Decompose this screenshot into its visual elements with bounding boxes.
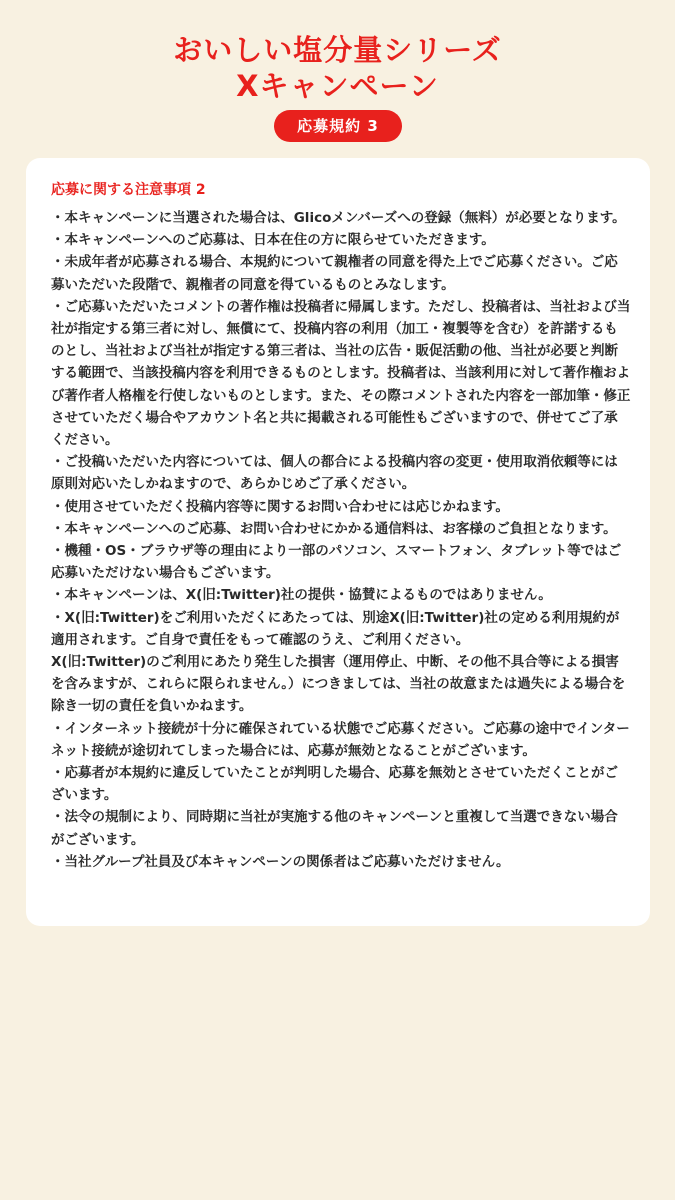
terms-paragraph: ・インターネット接続が十分に確保されている状態でご応募ください。ご応募の途中でインターネット接続が途切れてしまった場合には、応募が無効となることがございます。 [51,720,630,759]
terms-paragraph: ・使用させていただく投稿内容等に関するお問い合わせには応じかねます。 [51,498,509,515]
terms-paragraph: ・本キャンペーンは、X(旧:Twitter)社の提供・協賛によるものではありません。 [51,587,552,604]
terms-paragraph: ・未成年者が応募される場合、本規約について親権者の同意を得た上でご応募ください。ご応募いただいた段階で、親権者の同意を得ているものとみなします。 [51,254,618,293]
page-title-line1: おいしい塩分量シリーズ [173,33,502,67]
terms-paragraph: ・当社グループ社員及び本キャンペーンの関係者はご応募いただけません。 [51,853,510,870]
terms-paragraph: ・本キャンペーンへのご応募、お問い合わせにかかる通信料は、お客様のご負担となります。 [51,520,617,537]
terms-paragraph: ・応募者が本規約に違反していたことが判明した場合、応募を無効とさせていただくことがございます。 [51,765,618,804]
terms-paragraph: ・X(旧:Twitter)をご利用いただくにあたっては、別途X(旧:Twitter)社の定める利用規約が適用されます。ご自身で責任をもって確認のうえ、ご利用ください。 [51,609,620,648]
section-heading: 応募に関する注意事項 2 [51,182,206,198]
terms-paragraph: ・本キャンペーンに当選された場合は、Glicoメンバーズへの登録（無料）が必要となります。 [51,210,626,226]
terms-paragraph: ・本キャンペーンへのご応募は、日本在住の方に限らせていただきます。 [51,232,495,249]
page-title-line2: Xキャンペーン [236,69,439,103]
terms-body [51,207,631,873]
terms-paragraph: ・ご投稿いただいた内容については、個人の都合による投稿内容の変更・使用取消依頼等には原則対応いたしかねますので、あらかじめご了承ください。 [51,454,618,493]
terms-paragraph: ・機種・OS・ブラウザ等の理由により一部のパソコン、スマートフォン、タブレット等ではご応募いただけない場合もございます。 [51,543,622,582]
section-badge: 応募規約 3 [274,110,402,142]
terms-paragraph: ・ご応募いただいたコメントの著作権は投稿者に帰属します。ただし、投稿者は、当社および当社が指定する第三者に対し、無償にて、投稿内容の利用（加工・複製等を含む）を許諾するものとし、当社および当社が指定する第三者は、当社の広告・販促活動の他、当社が必要と判断する範囲で、当該投稿内容を利用できるものとします。投稿者は、当該利用に対して著作権および著作者人格権を行使しないものとします。また、その際コメントされた内容を一部加筆・修正させていただく場合やアカウント名と共に掲載される可能性もございますので、併せてご了承ください。 [51,298,631,449]
terms-paragraph: ・法令の規制により、同時期に当社が実施する他のキャンペーンと重複して当選できない場合がございます。 [51,809,618,848]
terms-paragraph: X(旧:Twitter)のご利用にあたり発生した損害（運用停止、中断、その他不具合等による損害を含みますが、これらに限られません。）につきましては、当社の故意または過失による場合を除き一切の責任を負いかねます。 [51,654,626,715]
